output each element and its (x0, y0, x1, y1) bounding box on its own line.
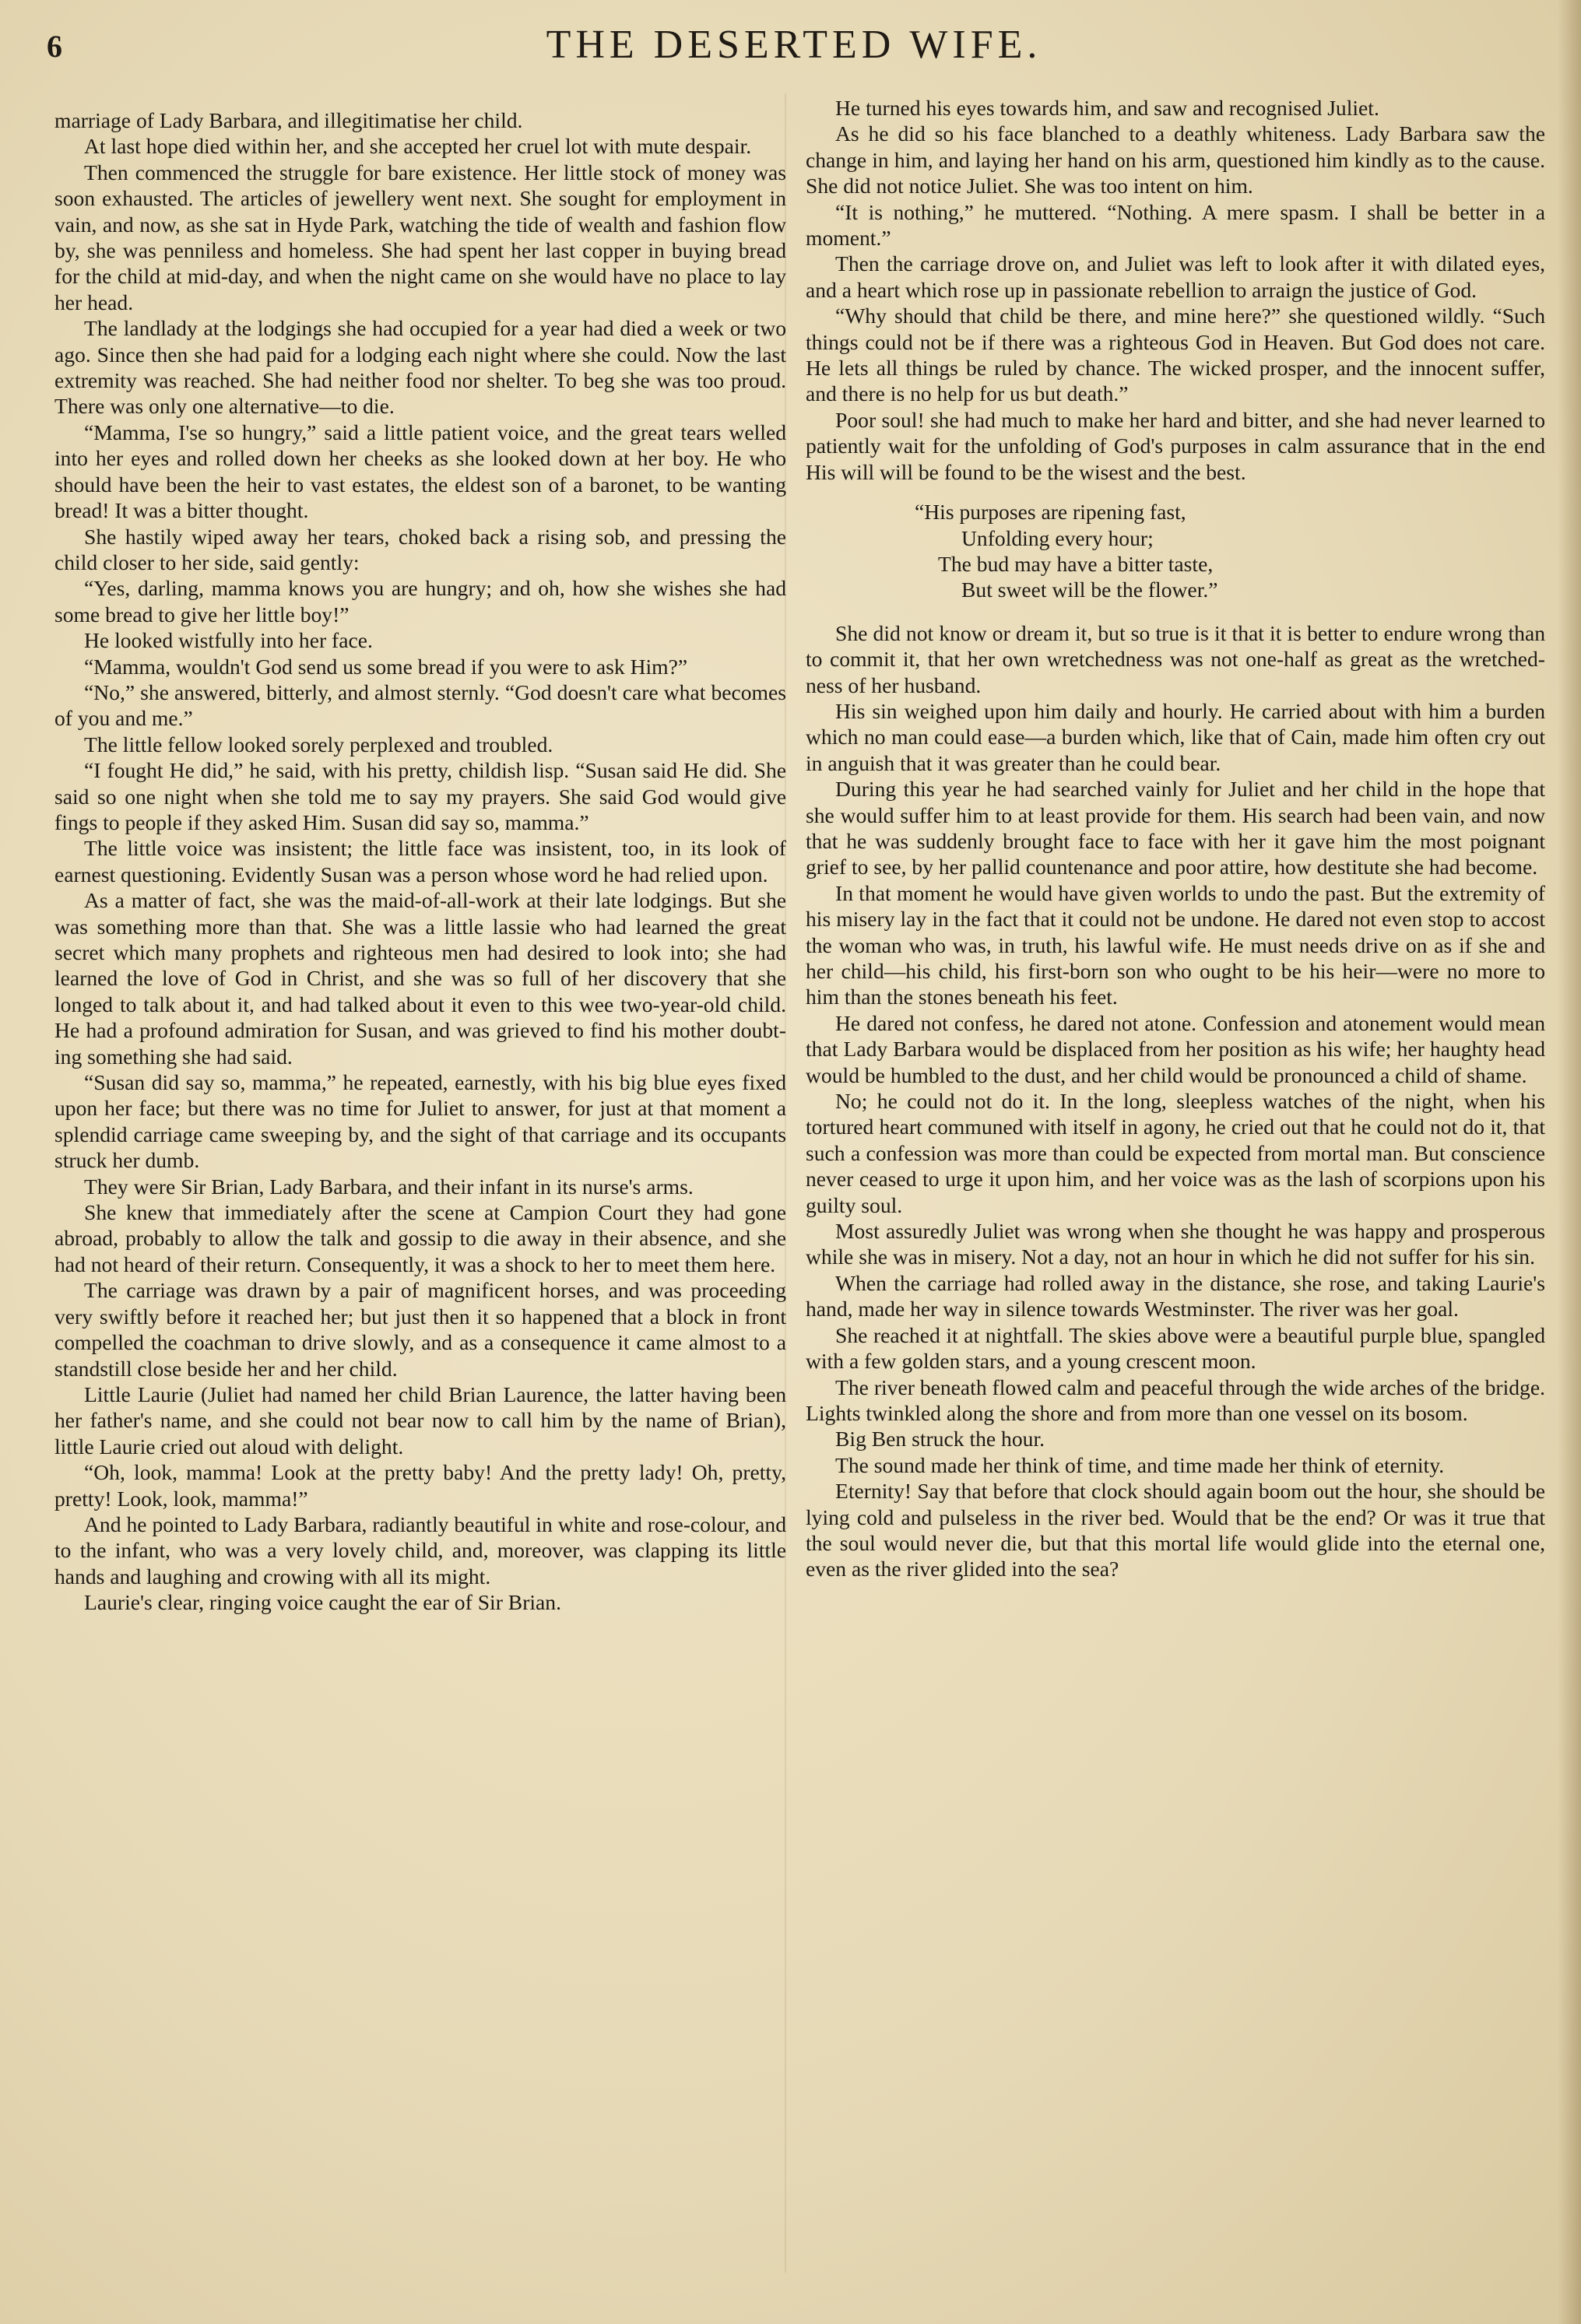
paragraph: The carriage was drawn by a pair of magnificent horses, and was proceeding very swiftly before it reached her; but just then it so happened that a block in front compelled the coachman to drive slowly, and as a consequence it came almost to a standstill close beside her and her child. (54, 1278, 786, 1381)
paragraph: She knew that immediately after the scene at Campion Court they had gone abroad, probably to allow the talk and gossip to die away in their absence, and she had not heard of their return. Consequently, it was a shock to her to meet them here. (54, 1200, 786, 1276)
paragraph: Laurie's clear, ringing voice caught the ear of Sir Brian. (84, 1590, 561, 1615)
paragraph: Then commenced the struggle for bare existence. Her little stock of money was soon exhausted. The articles of jewellery went next. She sought for employment in vain, and now, as she sat in Hyde Park, watching the tide of wealth and fashion flow by, she was penniless and homeless. She had spent her last copper in buying bread for the child at mid-day, and when the night came on she would have no place to lay her head. (54, 160, 786, 314)
right-column-lower (806, 620, 1545, 1582)
paragraph: “Yes, darling, mamma knows you are hungry; and oh, how she wishes she had some bread to give her little boy!” (54, 576, 786, 627)
paragraph: She hastily wiped away her tears, choked back a rising sob, and pressing the child closer to her side, said gently: (54, 524, 786, 574)
paragraph: marriage of Lady Barbara, and illegitimatise her child. (54, 108, 523, 132)
paragraph: The little fellow looked sorely perplexed and troubled. (84, 732, 553, 757)
paragraph: “No,” she answered, bitterly, and almost sternly. “God doesn't care what becomes of you and me.” (54, 679, 786, 731)
paragraph: She did not know or dream it, but so true is it that it is better to endure wrong than to commit it, that her own wretchedness was not one-half as great as the wretchedness of her husband. (806, 620, 1545, 697)
page-number: 6 (47, 29, 63, 64)
paragraph: Poor soul! she had much to make her hard and bitter, and she had never learned to patiently wait for the unfolding of God's purposes in calm assurance that in the end His will will be found to be the wisest and the best. (806, 407, 1545, 484)
paragraph: He turned his eyes towards him, and saw and recognised Juliet. (835, 96, 1379, 120)
paragraph: Most assuredly Juliet was wrong when she thought he was happy and prosperous while she was in misery. Not a day, not an hour in which he did not suffer for his sin. (806, 1219, 1545, 1269)
paragraph: “Why should that child be there, and mine here?” she questioned wildly. “Such things could not be if there was a righteous God in Heaven. But God does not care. He lets all things be ruled by chance. The wicked prosper, and the innocent suffer, and there is no help for us but death.” (806, 304, 1545, 406)
paragraph: During this year he had searched vainly for Juliet and her child in the hope that she would suffer him to at least provide for them. His search had been vain, and now that he was suddenly brought face to face with her it gave him the most poignant grief to see, by her pallid countenance and poor attire, how destitute she had become. (806, 777, 1545, 879)
paragraph: No; he could not do it. In the long, sleepless watches of the night, when his tortured heart communed with itself in agony, he cried out that he could not do it, that such a confession was more than could be expected from mortal man. But conscience never ceased to urge it upon him, and her voice was as the lash of scorpions upon his guilty soul. (806, 1089, 1545, 1217)
paragraph: The sound made her think of time, and time made her think of eternity. (835, 1452, 1445, 1477)
paragraph: As he did so his face blanched to a deathly whiteness. Lady Barbara saw the change in him, and laying her hand on his arm, questioned him kindly as to the cause. She did not notice Juliet. She was too intent on him. (806, 121, 1545, 198)
paragraph: And he pointed to Lady Barbara, radiantly beautiful in white and rose-colour, and to the infant, who was a very lovely child, and, moreover, was clapping its little hands and laughing and crowing with all its might. (54, 1511, 786, 1589)
paragraph: The little voice was insistent; the little face was insistent, too, in its look of earnest questioning. Evidently Susan was a person whose word he had relied upon. (54, 836, 786, 886)
paragraph: Eternity! Say that before that clock should again boom out the hour, she should be lying cold and pulseless in the river bed. Would that be the end? Or was it true that the soul would never die, but that this mortal life would glide into the eternal one, even as the river glided into the sea? (806, 1479, 1545, 1582)
left-column (54, 107, 786, 1616)
paragraph: They were Sir Brian, Lady Barbara, and their infant in its nurse's arms. (84, 1174, 694, 1199)
paragraph: When the carriage had rolled away in the distance, she rose, and taking Laurie's hand, made her way in silence towards Westminster. The river was her goal. (806, 1270, 1545, 1322)
paragraph: “Oh, look, mamma! Look at the pretty baby! And the pretty lady! Oh, pretty, pretty! Look, look, mamma!” (54, 1460, 786, 1511)
page-edge-shadow (1558, 0, 1581, 2324)
paragraph: He looked wistfully into her face. (84, 628, 373, 653)
paragraph: “I fought He did,” he said, with his pretty, childish lisp. “Susan said He did. She said so one night when she told me to say my prayers. She said God would give fings to people if they asked Him. Susan did say so, mamma.” (54, 758, 786, 834)
paragraph: Little Laurie (Juliet had named her child Brian Laurence, the latter having been her father's name, and she could not bear now to call him by the name of Brian), little Laurie cried out aloud with delight. (54, 1381, 786, 1459)
paragraph: Big Ben struck the hour. (835, 1427, 1045, 1452)
paragraph: As a matter of fact, she was the maid-of-all-work at their late lodgings. But she was something more than that. She was a little lassie who had learned the great secret which many prophets and righteous men had desired to look into; she had learned the love of God in Christ, and she was so full of her discovery that she longed to talk about it, and had talked about it even to this wee two-year-old child. He had a profound admiration for Susan, and was grieved to find his mother doubting something she had said. (54, 888, 786, 1069)
right-column-upper (806, 95, 1545, 485)
paragraph: He dared not confess, he dared not atone. Confession and atonement would mean that Lady Barbara would be displaced from her position as his wife; her haughty head would be humbled to the dust, and her child would be pronounced a child of shame. (806, 1010, 1545, 1087)
paragraph: At last hope died within her, and she accepted her cruel lot with mute despair. (84, 134, 752, 159)
paragraph: She reached it at nightfall. The skies above were a beautiful purple blue, spangled with a few golden stars, and a young crescent moon. (806, 1322, 1545, 1374)
poem-line: But sweet will be the flower.” (961, 577, 1218, 602)
paragraph: Then the carriage drove on, and Juliet was left to look after it with dilated eyes, and a heart which rose up in passionate rebellion to arraign the justice of God. (806, 251, 1545, 302)
paragraph: “Mamma, I'se so hungry,” said a little patient voice, and the great tears welled into her eyes and rolled down her cheeks as she looked down at her boy. He who should have been the heir to vast estates, the eldest son of a baronet, to be wanting bread! It was a bitter thought. (54, 420, 786, 523)
poem-line: The bud may have a bitter taste, (938, 551, 1214, 576)
poem-line: Unfolding every hour; (961, 525, 1154, 550)
paragraph: His sin weighed upon him daily and hourly. He carried about with him a burden which no man could ease—a burden which, like that of Cain, made him often cry out in anguish that it was greater than he could bear. (806, 698, 1545, 775)
poem-line: “His purposes are ripening fast, (915, 500, 1186, 525)
paragraph: In that moment he would have given worlds to undo the past. But the extremity of his misery lay in the fact that it could not be undone. He dared not even stop to accost the woman who was, in truth, his lawful wife. He must needs drive on as if she and her child—his child, his first-born son who ought to be his heir—were no more to him than the stones beneath his feet. (806, 880, 1545, 1009)
paragraph: “Susan did say so, mamma,” he repeated, earnestly, with his big blue eyes fixed upon her face; but there was no time for Juliet to answer, for just at that moment a splendid carriage came sweeping by, and the sight of that carriage and its occupants struck her dumb. (54, 1070, 786, 1173)
paragraph: The landlady at the lodgings she had occupied for a year had died a week or two ago. Since then she had paid for a lodging each night where she could. Now the last extremity was reached. She had neither food nor shelter. To beg she was too proud. There was only one alternative—to die. (54, 316, 786, 419)
paragraph: “Mamma, wouldn't God send us some bread if you were to ask Him?” (84, 654, 688, 679)
right-column (806, 95, 1545, 1582)
poem-quotation (806, 499, 1545, 603)
page-header (47, 22, 1541, 84)
paragraph: The river beneath flowed calm and peaceful through the wide arches of the bridge. Lights twinkled along the shore and from more than one vessel on its bosom. (806, 1374, 1545, 1425)
running-title: THE DESERTED WIFE. (546, 23, 1042, 67)
paragraph: “It is nothing,” he muttered. “Nothing. A mere spasm. I shall be better in a moment.” (806, 199, 1545, 251)
